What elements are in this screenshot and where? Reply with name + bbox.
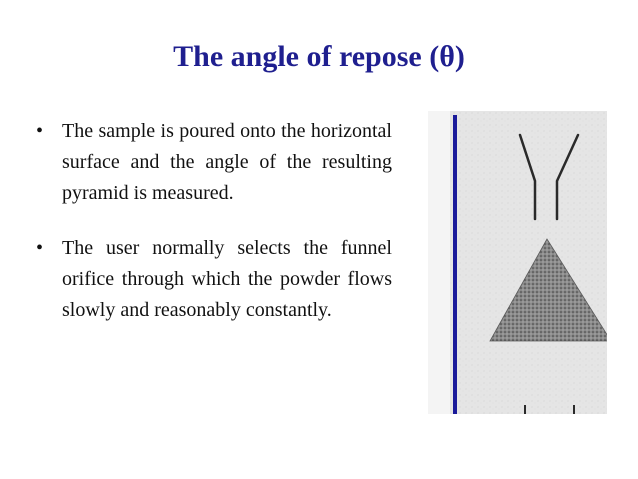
bullet-text: The sample is poured onto the horizontal surface and the angle of the resulting pyramid is measured. [62, 120, 392, 204]
angle-of-repose-figure [428, 111, 607, 414]
figure-image [428, 111, 607, 414]
bullet-dot-icon: • [36, 237, 44, 259]
figure-left-margin [428, 111, 450, 414]
bullet-dot-icon: • [36, 120, 44, 142]
bullet-list [36, 116, 392, 350]
bullet-item [36, 233, 392, 326]
bullet-text: The user normally selects the funnel orifice through which the powder flows slowly and reasonably constantly. [62, 237, 392, 321]
bullet-item [36, 116, 392, 209]
slide-title: The angle of repose (θ) [173, 40, 465, 73]
